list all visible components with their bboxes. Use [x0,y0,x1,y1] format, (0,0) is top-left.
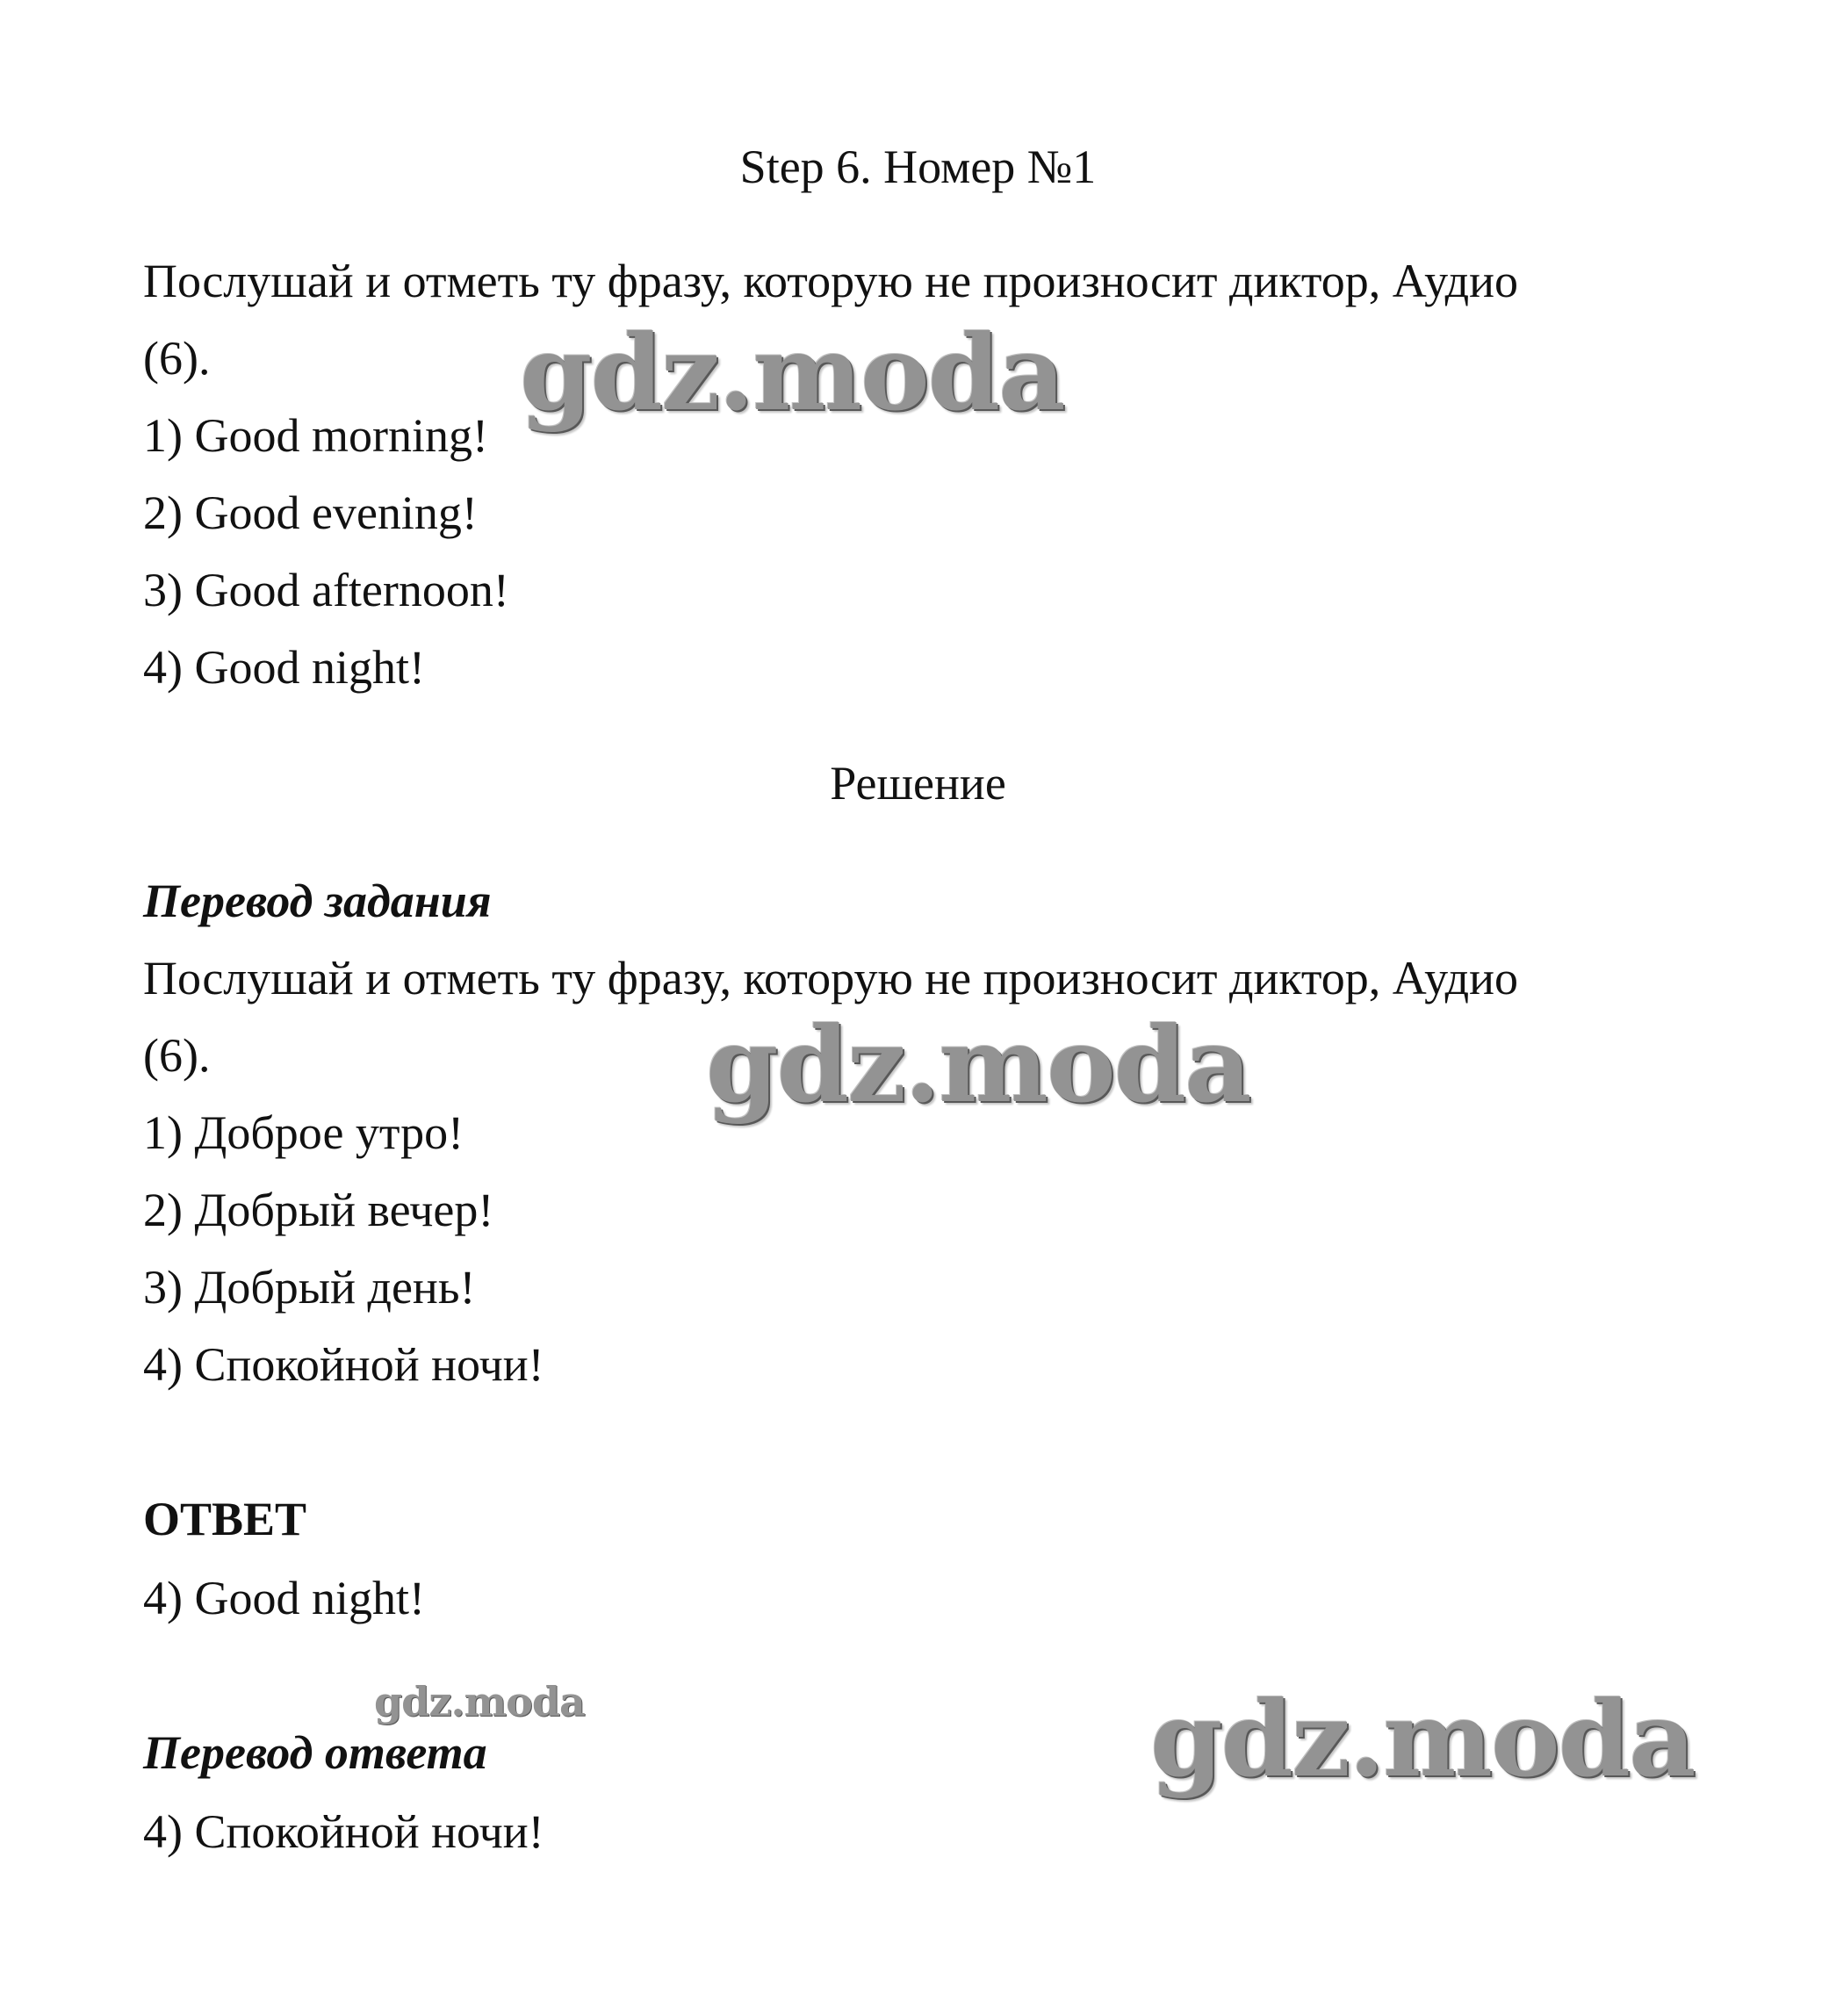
solution-heading: Решение [830,757,1006,810]
translation-heading: Перевод задания [143,875,492,927]
task-text-line-1: Послушай и отметь ту фразу, которую не произносит диктор, Аудио [143,255,1519,307]
answer-text: 4) Good night! [143,1572,425,1624]
watermark-logo-3: gdz.moda [374,1678,585,1725]
watermark-logo-1: gdz.moda [520,312,1064,434]
answer-translation-text: 4) Спокойной ночи! [143,1805,544,1858]
watermark-logo-4: gdz.moda [1150,1678,1695,1800]
task-option-2: 2) Good evening! [143,486,478,539]
translation-text-line-2: (6). [143,1029,211,1082]
translation-option-4: 4) Спокойной ночи! [143,1338,544,1391]
page-title: Step 6. Номер №1 [739,140,1097,193]
translation-option-1: 1) Доброе утро! [143,1106,464,1159]
task-option-1: 1) Good morning! [143,409,488,462]
answer-heading: ОТВЕТ [143,1493,307,1545]
answer-translation-heading: Перевод ответа [143,1726,487,1779]
task-option-4: 4) Good night! [143,641,425,694]
translation-text-line-1: Послушай и отметь ту фразу, которую не произносит диктор, Аудио [143,952,1519,1004]
translation-option-2: 2) Добрый вечер! [143,1184,494,1236]
task-option-3: 3) Good afternoon! [143,564,509,616]
watermark-logo-2: gdz.moda [706,1004,1250,1126]
translation-option-3: 3) Добрый день! [143,1261,476,1314]
task-text-line-2: (6). [143,332,211,385]
